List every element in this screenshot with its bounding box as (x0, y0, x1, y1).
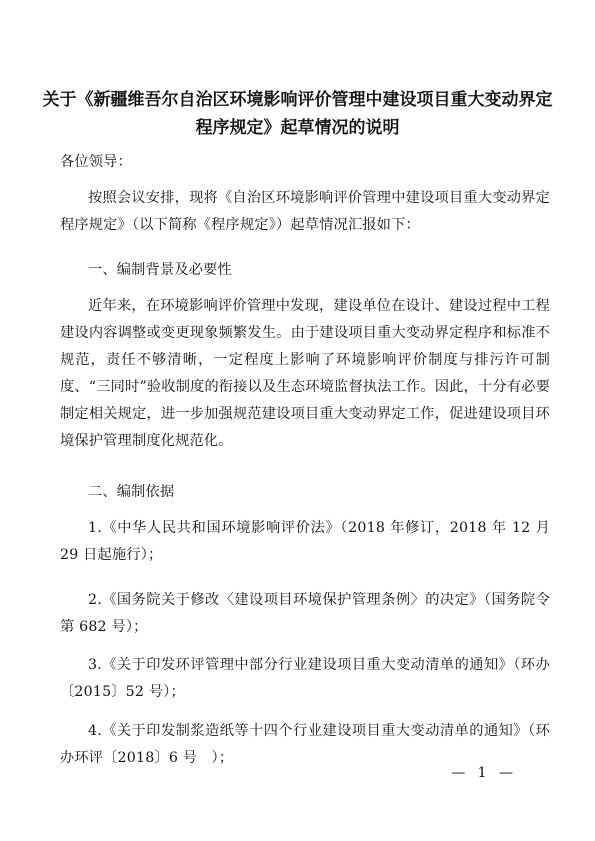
basis-item: 2.《国务院关于修改〈建设项目环境保护管理条例〉的决定》（国务院令 第 682 号）； (60, 592, 565, 635)
intro-paragraph: 按照会议安排，现将《自治区环境影响评价管理中建设项目重大变动界定程序规定》（以下简称《程序规定》）起草情况汇报如下： (60, 190, 550, 233)
salutation: 各位领导： (60, 154, 132, 170)
document-title-line-1: 关于《新疆维吾尔自治区环境影响评价管理中建设项目重大变动界定 (42, 90, 553, 110)
section-heading-background: 一、编制背景及必要性 (88, 262, 232, 278)
basis-item: 4.《关于印发制浆造纸等十四个行业建设项目重大变动清单的通知》（环办环评〔2018〕6 号 ）； (60, 723, 550, 766)
section-heading-basis: 二、编制依据 (88, 484, 175, 500)
page-number: — 1 — (451, 765, 517, 781)
document-title-line-2: 程序规定》起草情况的说明 (195, 118, 400, 138)
basis-item: 3.《关于印发环评管理中部分行业建设项目重大变动清单的通知》（环办〔2015〕52 号）； (60, 657, 550, 700)
basis-item: 1.《中华人民共和国环境影响评价法》（2018 年修订，2018 年 12 月 29 日起施行）； (60, 520, 550, 563)
background-paragraph: 近年来，在环境影响评价管理中发现，建设单位在设计、建设过程中工程建设内容调整或变更现象频繁发生。由于建设项目重大变动界定程序和标准不规范，责任不够清晰，一定程度上影响了环境影响评价制度与排污许可制度、“三同时”验收制度的衔接以及生态环境监督执法工作。因此，十分有必要制定相关规定，进一步加强规范建设项目重大变动界定工作，促进建设项目环境保护管理制度化规范化。 (60, 298, 550, 449)
